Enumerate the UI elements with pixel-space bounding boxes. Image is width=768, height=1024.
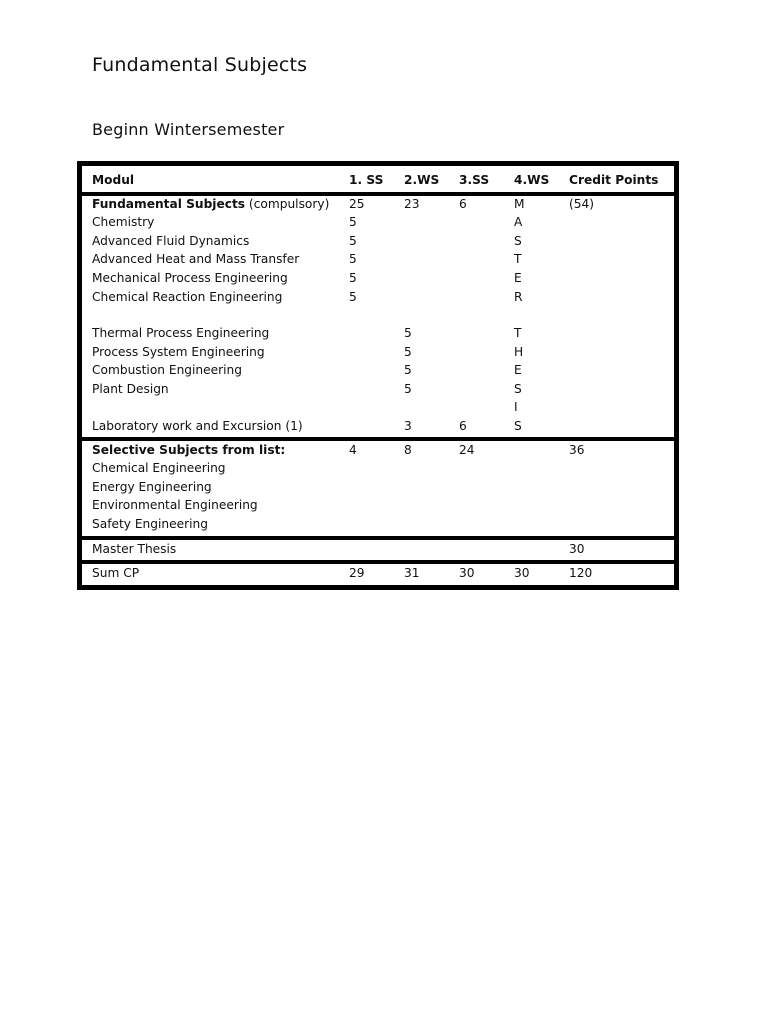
cell-4ws: S (514, 382, 522, 396)
selective-3ss: 24 (459, 443, 475, 457)
header-4ws: 4.WS (514, 173, 550, 187)
cell-4ws: T (514, 252, 522, 266)
module-name: Advanced Fluid Dynamics (92, 234, 250, 248)
cell-4ws: E (514, 271, 522, 285)
header-2ws: 2.WS (404, 173, 440, 187)
sum-cp: 120 (569, 566, 593, 580)
cell-4ws: R (514, 290, 523, 304)
fundamental-4ws: M (514, 197, 525, 211)
table-header-row (82, 171, 674, 190)
module-name: Plant Design (92, 382, 169, 396)
list-item (82, 459, 674, 478)
table-row (82, 417, 674, 436)
cell-2ws: 5 (404, 345, 412, 359)
sum-4ws: 30 (514, 566, 530, 580)
cell-2ws: 5 (404, 363, 412, 377)
cell-2ws: 5 (404, 326, 412, 340)
table-row (82, 269, 674, 288)
fundamental-label-note: (compulsory) (245, 197, 330, 211)
cell-1ss: 5 (349, 252, 357, 266)
header-modul: Modul (92, 173, 135, 187)
selective-item: Energy Engineering (92, 480, 212, 494)
cell-2ws: 3 (404, 419, 412, 433)
page-title: Fundamental Subjects (92, 54, 308, 76)
module-name: Process System Engineering (92, 345, 265, 359)
table-row (82, 398, 674, 417)
selective-subjects-row (82, 441, 674, 460)
table-row (82, 324, 674, 343)
fundamental-label-bold: Fundamental Subjects (92, 197, 246, 211)
table-row (82, 380, 674, 399)
thesis-label: Master Thesis (92, 542, 177, 556)
module-name: Chemistry (92, 215, 155, 229)
module-name: Mechanical Process Engineering (92, 271, 288, 285)
selective-item: Safety Engineering (92, 517, 208, 531)
header-3ss: 3.SS (459, 173, 490, 187)
selective-item: Chemical Engineering (92, 461, 226, 475)
sum-3ss: 30 (459, 566, 475, 580)
master-thesis-row (82, 540, 674, 559)
list-item (82, 515, 674, 534)
list-item (82, 478, 674, 497)
selective-1ss: 4 (349, 443, 357, 457)
curriculum-table (77, 161, 679, 590)
module-name: Advanced Heat and Mass Transfer (92, 252, 300, 266)
selective-cp: 36 (569, 443, 585, 457)
sum-2ws: 31 (404, 566, 420, 580)
header-credit-points: Credit Points (569, 173, 659, 187)
header-1ss: 1. SS (349, 173, 384, 187)
table-row (82, 213, 674, 232)
table-row (82, 343, 674, 362)
cell-4ws: T (514, 326, 522, 340)
table-row (82, 361, 674, 380)
module-name: Combustion Engineering (92, 363, 242, 377)
sum-label: Sum CP (92, 566, 140, 580)
fundamental-3ss: 6 (459, 197, 467, 211)
cell-1ss: 5 (349, 290, 357, 304)
module-name: Laboratory work and Excursion (1) (92, 419, 303, 433)
cell-4ws: S (514, 419, 522, 433)
cell-4ws: H (514, 345, 524, 359)
module-name: Chemical Reaction Engineering (92, 290, 283, 304)
selective-label: Selective Subjects from list: (92, 443, 286, 457)
module-name: Thermal Process Engineering (92, 326, 270, 340)
cell-4ws: A (514, 215, 523, 229)
cell-1ss: 5 (349, 234, 357, 248)
sum-row (82, 564, 674, 583)
cell-2ws: 5 (404, 382, 412, 396)
table-body (81, 165, 675, 586)
list-item (82, 496, 674, 515)
table-row (82, 232, 674, 251)
cell-3ss: 6 (459, 419, 467, 433)
table-row (82, 288, 674, 307)
cell-4ws: S (514, 234, 522, 248)
fundamental-2ws: 23 (404, 197, 420, 211)
cell-1ss: 5 (349, 215, 357, 229)
page-subtitle: Beginn Wintersemester (92, 120, 285, 139)
cell-4ws: I (514, 400, 518, 414)
cell-4ws: E (514, 363, 522, 377)
fundamental-label (92, 195, 329, 214)
table-row (82, 250, 674, 269)
selective-2ws: 8 (404, 443, 412, 457)
sum-1ss: 29 (349, 566, 365, 580)
fundamental-1ss: 25 (349, 197, 365, 211)
fundamental-cp: (54) (569, 197, 595, 211)
selective-item: Environmental Engineering (92, 498, 258, 512)
cell-1ss: 5 (349, 271, 357, 285)
fundamental-subjects-row (82, 195, 674, 214)
thesis-cp: 30 (569, 542, 585, 556)
